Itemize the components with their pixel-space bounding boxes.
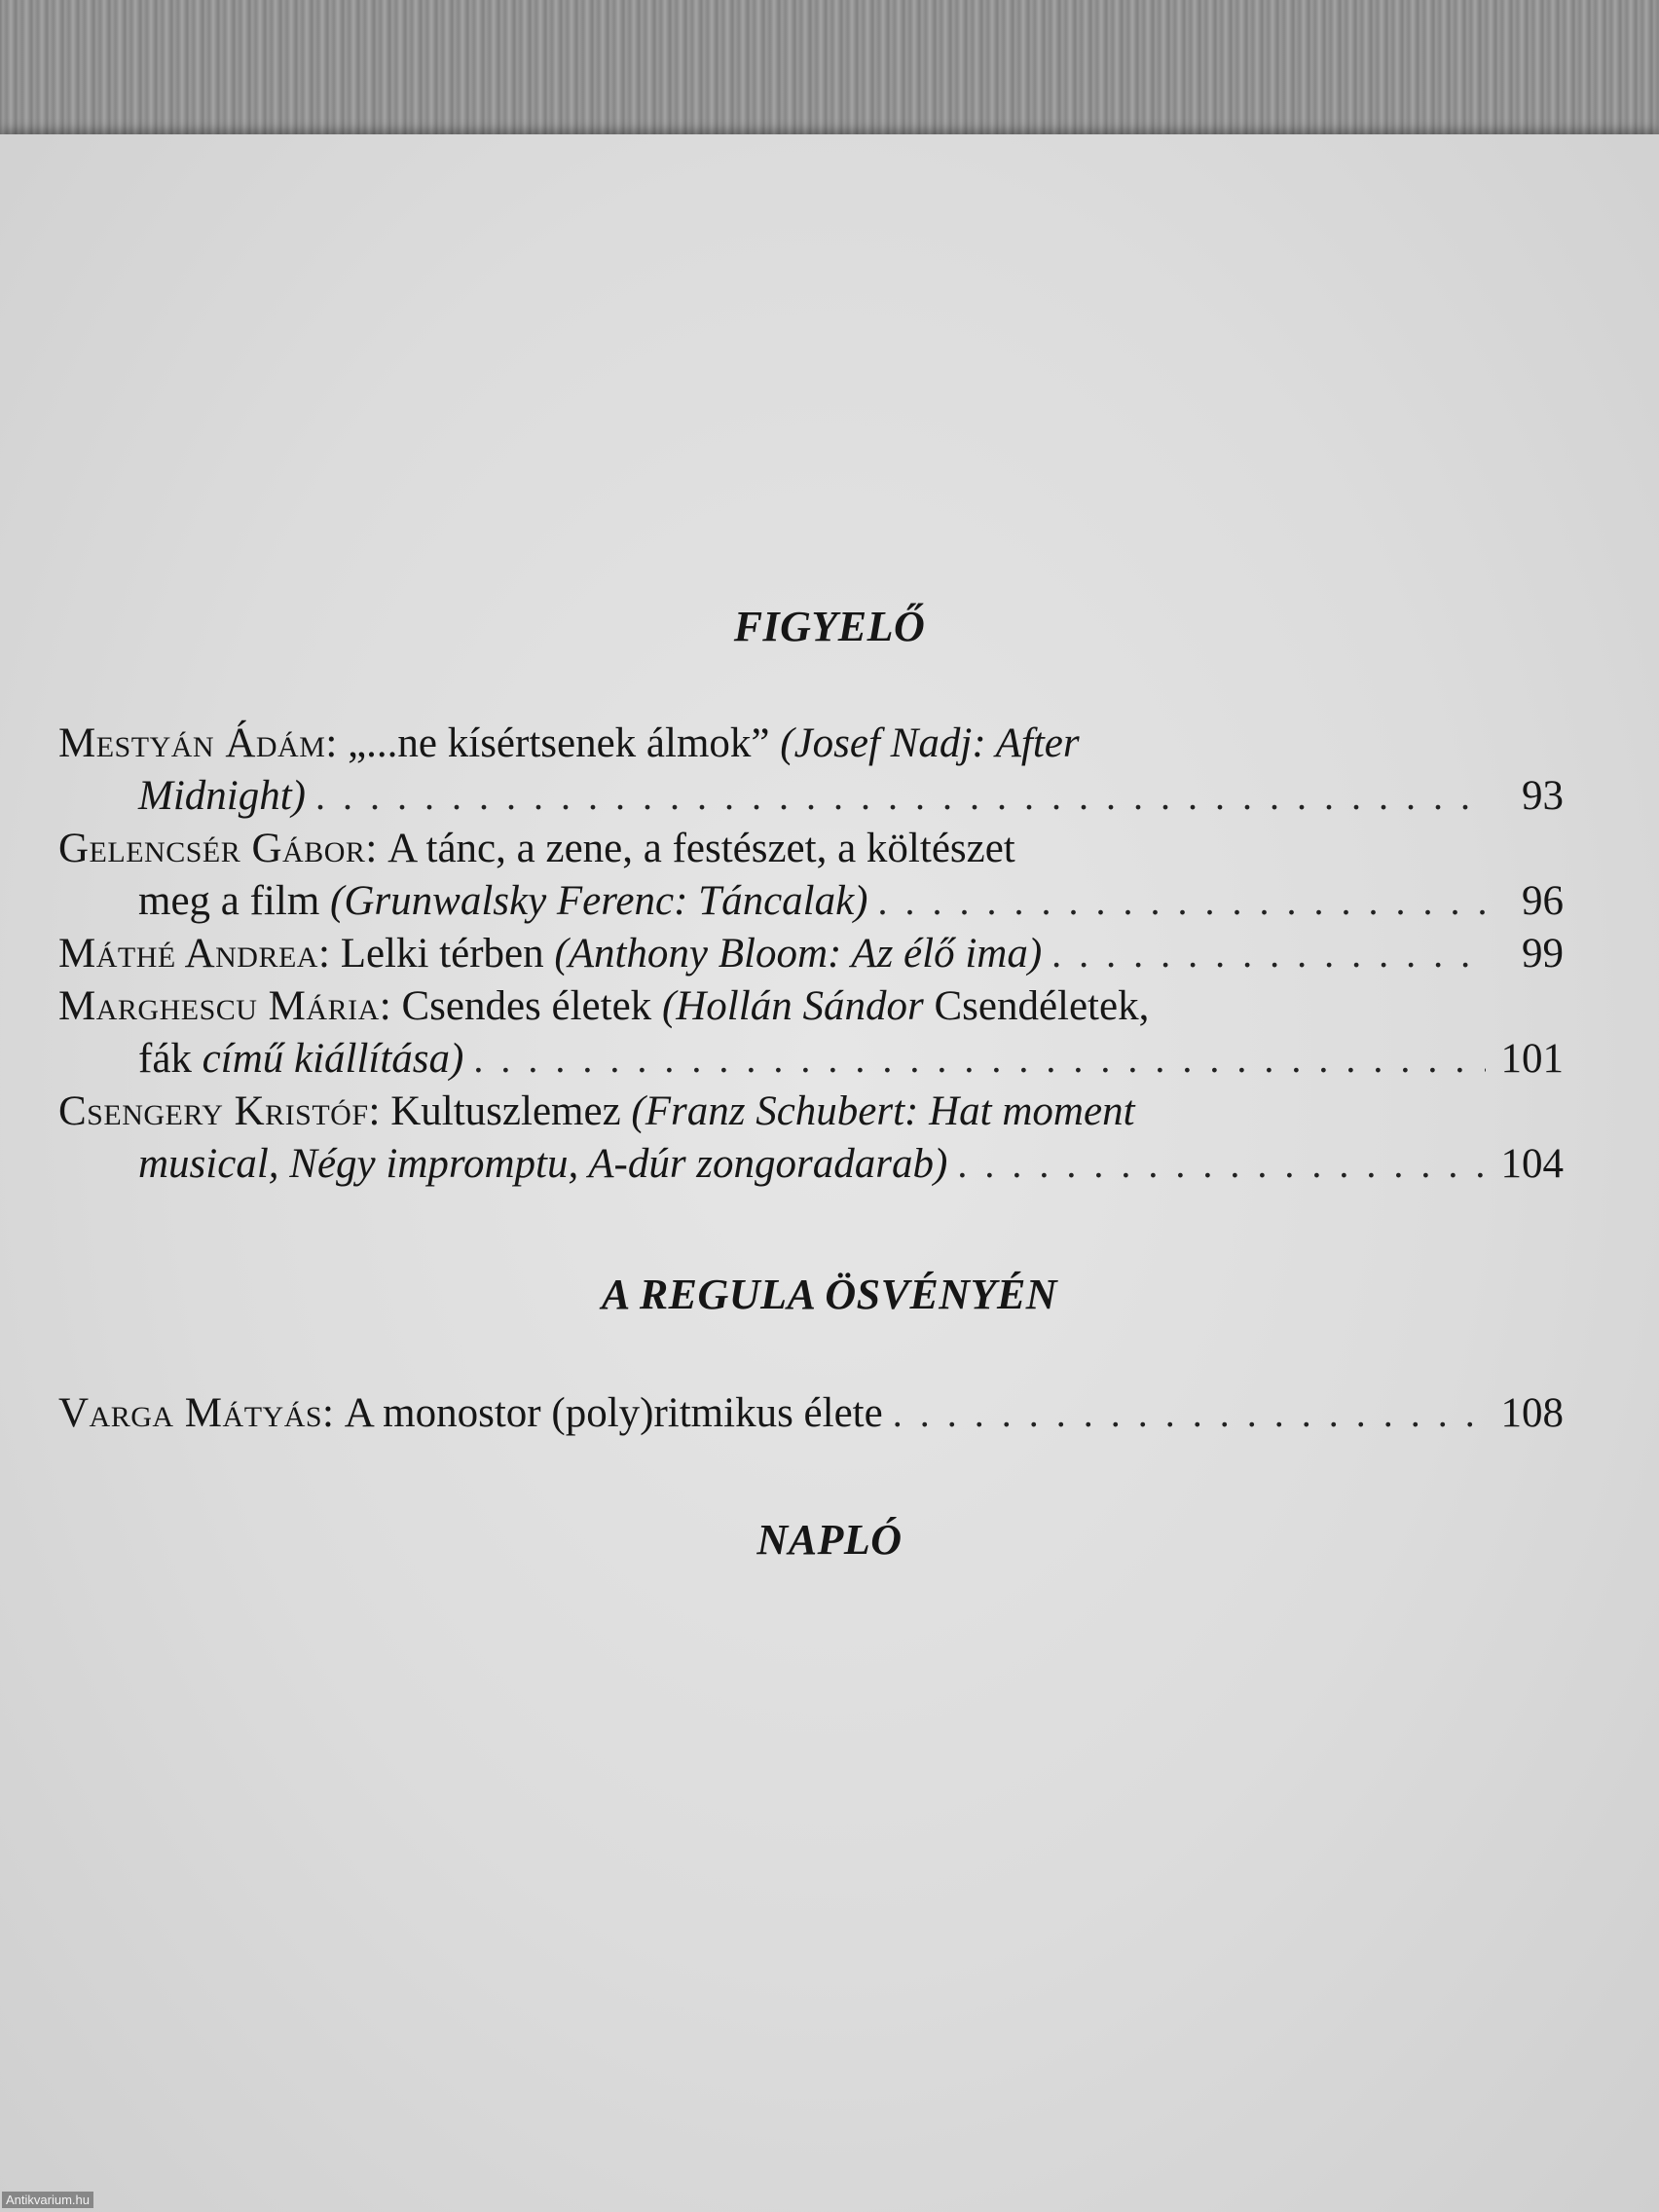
toc-subtitle: musical, Négy impromptu, A-dúr zongoradarab) (138, 1141, 948, 1187)
toc-subtitle: (Franz Schubert: Hat moment (631, 1088, 1135, 1134)
section-heading-regula: A REGULA ÖSVÉNYÉN (601, 1271, 1058, 1318)
dot-leader (315, 771, 1486, 822)
toc-entry (58, 719, 1564, 824)
toc-subtitle: Midnight) (138, 773, 306, 819)
toc-entry-line (58, 1034, 1564, 1087)
toc-entry-line (58, 1139, 1564, 1192)
toc-entry (58, 1087, 1564, 1192)
toc-title: Lelki térben (340, 931, 544, 977)
section-heading-figyelo: FIGYELŐ (733, 603, 926, 650)
toc-author: Csengery Kristóf (58, 1088, 369, 1134)
toc-entry (58, 981, 1564, 1087)
toc-author: Gelencsér Gábor (58, 826, 366, 871)
toc-author: Mestyán Ádám (58, 720, 326, 766)
page-number: 104 (1500, 1141, 1564, 1187)
dot-leader (957, 1139, 1486, 1190)
toc-title: meg a film (138, 878, 320, 924)
toc-subtitle: (Anthony Bloom: Az élő ima) (554, 931, 1043, 977)
toc-entry-line: Varga Mátyás : A monostor (poly)ritmikus élete . . . 108 (58, 1388, 1564, 1441)
dot-leader (473, 1034, 1486, 1085)
toc-entry-line (58, 771, 1564, 824)
toc-entry-line: Máthé Andrea : Lelki térben (Anthony Bloom: Az élő ima) . . . 99 (58, 929, 1564, 981)
book-page (0, 134, 1659, 2212)
toc-entry (58, 929, 1564, 981)
toc-subtitle: című kiállítása) (202, 1036, 464, 1082)
page-number: 99 (1522, 931, 1564, 977)
toc-entry-line: Gelencsér Gábor : A tánc, a zene, a festészet, a költészet (58, 824, 1564, 876)
toc-title: A tánc, a zene, a festészet, a költészet (387, 826, 1015, 871)
toc-title: fák (138, 1036, 192, 1082)
toc-author: Marghescu Mária (58, 983, 380, 1029)
toc-subtitle: (Hollán Sándor (661, 983, 924, 1029)
toc-title: „...ne kísértsenek álmok” (348, 720, 770, 766)
page-number: 108 (1500, 1390, 1564, 1436)
page-number: 101 (1500, 1036, 1564, 1082)
page-number: 93 (1522, 773, 1564, 819)
watermark: Antikvarium.hu (2, 2192, 93, 2208)
toc-title: Kultuszlemez (390, 1088, 621, 1134)
toc-author: Máthé Andrea (58, 931, 318, 977)
table-surface (0, 0, 1659, 146)
toc-entry-line (58, 876, 1564, 929)
dot-leader (893, 1388, 1486, 1439)
toc-entry-line: Csengery Kristóf : Kultuszlemez (Franz Schubert: Hat moment (58, 1087, 1564, 1139)
toc-entry (58, 1388, 1564, 1441)
toc-entry-line: Mestyán Ádám : „...ne kísértsenek álmok” (Josef Nadj: After (58, 719, 1564, 771)
dot-leader (1051, 929, 1486, 979)
toc-title: Csendes életek (401, 983, 652, 1029)
toc-title: Csendéletek, (934, 983, 1150, 1029)
toc-title: A monostor (poly)ritmikus élete (344, 1390, 883, 1436)
dot-leader (878, 876, 1486, 927)
section-heading-naplo: NAPLÓ (756, 1516, 903, 1564)
toc-subtitle: (Grunwalsky Ferenc: Táncalak) (330, 878, 868, 924)
toc-entry (58, 824, 1564, 929)
toc-entry-line: Marghescu Mária : Csendes életek (Hollán Sándor Csendéletek, (58, 981, 1564, 1034)
toc-author: Varga Mátyás (58, 1390, 323, 1436)
toc-subtitle: (Josef Nadj: After (780, 720, 1080, 766)
page-number: 96 (1522, 878, 1564, 924)
